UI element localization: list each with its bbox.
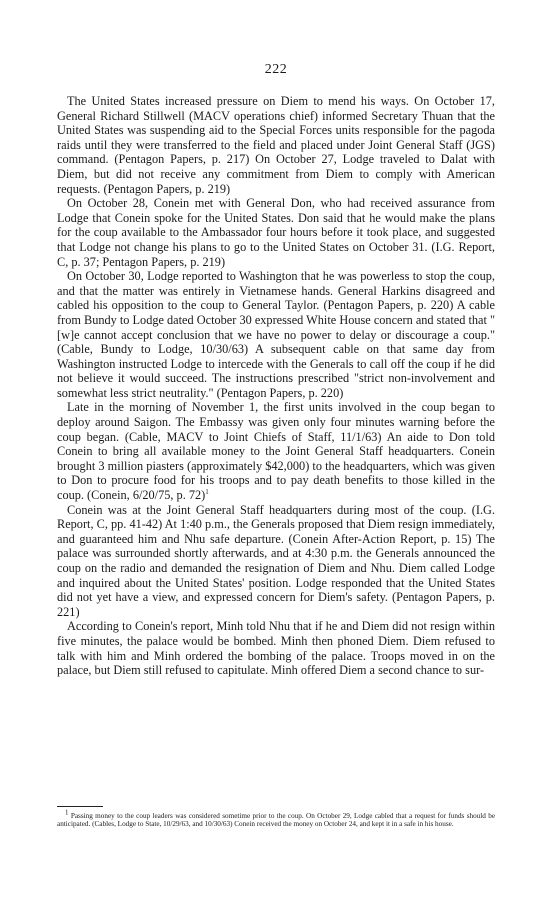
footnote [57,808,496,829]
paragraph-5: Conein was at the Joint General Staff headquarters during most of the coup. (I.G. Report, C, pp. 41-42) At 1:40 p.m., the Generals proposed that Diem resign immediately, and guaranteed him and Nhu safe departure. (Conein After-Action Report, p. 15) The palace was surrounded shortly afterwards, and at 4:30 p.m. the Generals announced the coup on the radio and demanded the resignation of Diem and Nhu. Diem called Lodge and inquired about the United States' position. Lodge responded that the United States did not yet have a view, and expressed concern for Diem's safety. (Pentagon Papers, p. 221) [57,502,495,619]
body-text [57,94,495,678]
page-number: 222 [264,62,288,77]
paragraph-1: The United States increased pressure on Diem to mend his ways. On October 17, General Richard Stillwell (MACV operations chief) informed Secretary Thuan that the United States was suspending aid to the Special Forces units responsible for the pagoda raids until they were transferred to the field and placed under Joint General Staff (JGS) command. (Pentagon Papers, p. 217) On October 27, Lodge traveled to Dalat with Diem, but did not receive any commitment from Diem to comply with American requests. (Pentagon Papers, p. 219) [57,94,495,196]
footnote-reference: 1 [205,487,209,496]
paragraph-6: According to Conein's report, Minh told Nhu that if he and Diem did not resign within five minutes, the palace would be bombed. Minh then phoned Diem. Diem refused to talk with him and Minh ordered the bombing of the palace. Troops moved in on the palace, but Diem still refused to capitulate. Minh offered Diem a second chance to sur- [57,619,495,678]
footnote-text: Passing money to the coup leaders was considered sometime prior to the coup. On October 29, Lodge cabled that a request for funds should be anticipated. (Cables, Lodge to State, 10/29/63, and 10/30/63) Conein received the money on October 24, and kept it in a safe in his house. [57,812,496,829]
footnote-marker: 1 [65,808,69,817]
paragraph-4 [57,400,495,502]
paragraph-3: On October 30, Lodge reported to Washington that he was powerless to stop the coup, and that the matter was entirely in Vietnamese hands. General Harkins disagreed and cabled his opposition to the coup to General Taylor. (Pentagon Papers, p. 220) A cable from Bundy to Lodge dated October 30 expressed White House concern and stated that "[w]e cannot accept conclusion that we have no power to delay or discourage a coup." (Cable, Bundy to Lodge, 10/30/63) A subsequent cable on that same day from Washington instructed Lodge to intercede with the Generals to call off the coup if he did not believe it would succeed. The instructions prescribed "strict non-involvement and somewhat less strict neutrality." (Pentagon Papers, p. 220) [57,269,495,400]
paragraph-4-text: Late in the morning of November 1, the first units involved in the coup began to deploy around Saigon. The Embassy was given only four minutes warning before the coup began. (Cable, MACV to Joint Chiefs of Staff, 11/1/63) An aide to Don told Conein to bring all available money to the Joint General Staff headquarters. Conein brought 3 million piasters (approximately $42,000) to the headquarters, which was given to Don to procure food for his troops and to pay death benefits to those killed in the coup. (Conein, 6/20/75, p. 72) [57,400,495,503]
paragraph-2: On October 28, Conein met with General Don, who had received assurance from Lodge that Conein spoke for the United States. Don said that he would make the plans for the coup available to the Ambassador four hours before it took place, and suggested that Lodge not change his plans to go to the United States on October 31. (I.G. Report, C, p. 37; Pentagon Papers, p. 219) [57,196,495,269]
footnote-divider [57,806,103,807]
